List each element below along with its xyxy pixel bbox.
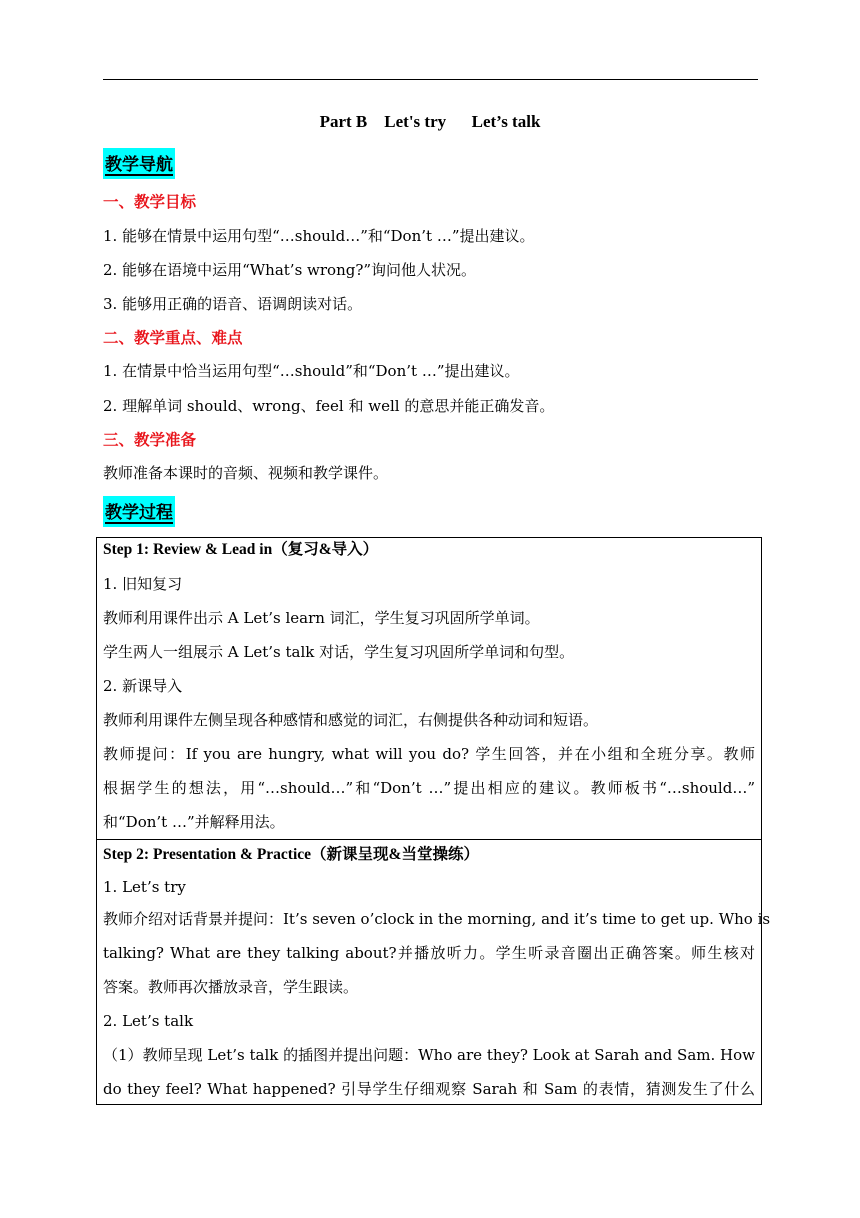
step2-line: （1）教师呈现 Let’s talk 的插图并提出问题：Who are they? Look at Sarah and Sam. How [103, 1046, 755, 1064]
step2-heading: Step 2: Presentation & Practice（新课呈现&当堂操练） [103, 846, 479, 863]
step1-line: 教师利用课件左侧呈现各种感情和感觉的词汇，右侧提供各种动词和短语。 [103, 711, 599, 729]
prep-text: 教师准备本课时的音频、视频和教学课件。 [103, 464, 389, 482]
keypoint-item: 1. 在情景中恰当运用句型“…should”和“Don’t …”提出建议。 [103, 362, 520, 380]
step1-line: 教师利用课件出示 A Let’s learn 词汇，学生复习巩固所学单词。 [103, 609, 540, 627]
step1-line: 学生两人一组展示 A Let’s talk 对话，学生复习巩固所学单词和句型。 [103, 643, 575, 661]
objectives-heading: 一、教学目标 [103, 193, 197, 211]
step1-line: 2. 新课导入 [103, 677, 183, 695]
section-label-process: 教学过程 [103, 496, 175, 527]
keypoints-heading: 二、教学重点、难点 [103, 329, 243, 347]
step2-line: 1. Let’s try [103, 878, 186, 896]
prep-heading: 三、教学准备 [103, 431, 197, 449]
step1-line: 1. 旧知复习 [103, 575, 183, 593]
step2-line: 教师介绍对话背景并提问：It’s seven o’clock in the morning, and it’s time to get up. Who is [103, 910, 771, 928]
step2-line: 答案。教师再次播放录音，学生跟读。 [103, 978, 359, 996]
step2-cell [103, 838, 771, 1106]
objective-item: 3. 能够用正确的语音、语调朗读对话。 [103, 295, 363, 313]
header-rule [103, 79, 758, 80]
section-label-nav: 教学导航 [103, 148, 175, 179]
step1-line: 根据学生的想法，用“…should…”和“Don’t …”提出相应的建议。教师板书“…should…” [103, 779, 755, 797]
objective-item: 1. 能够在情景中运用句型“…should…”和“Don’t …”提出建议。 [103, 227, 535, 245]
keypoint-item: 2. 理解单词 should、wrong、feel 和 well 的意思并能正确发音。 [103, 397, 555, 415]
step1-cell [103, 533, 755, 839]
page-title: Part B Let's try Let’s talk [319, 112, 541, 131]
objective-item: 2. 能够在语境中运用“What’s wrong?”询问他人状况。 [103, 261, 477, 279]
step2-line: talking? What are they talking about?并播放听力。学生听录音圈出正确答案。师生核对 [103, 944, 755, 962]
step1-line: 和“Don’t …”并解释用法。 [103, 813, 285, 831]
step1-line: 教师提问：If you are hungry, what will you do? 学生回答，并在小组和全班分享。教师 [103, 745, 755, 763]
step2-line: 2. Let’s talk [103, 1012, 194, 1030]
step1-heading: Step 1: Review & Lead in（复习&导入） [103, 541, 379, 558]
step2-line: do they feel? What happened? 引导学生仔细观察 Sarah 和 Sam 的表情，猜测发生了什么 [103, 1080, 755, 1098]
